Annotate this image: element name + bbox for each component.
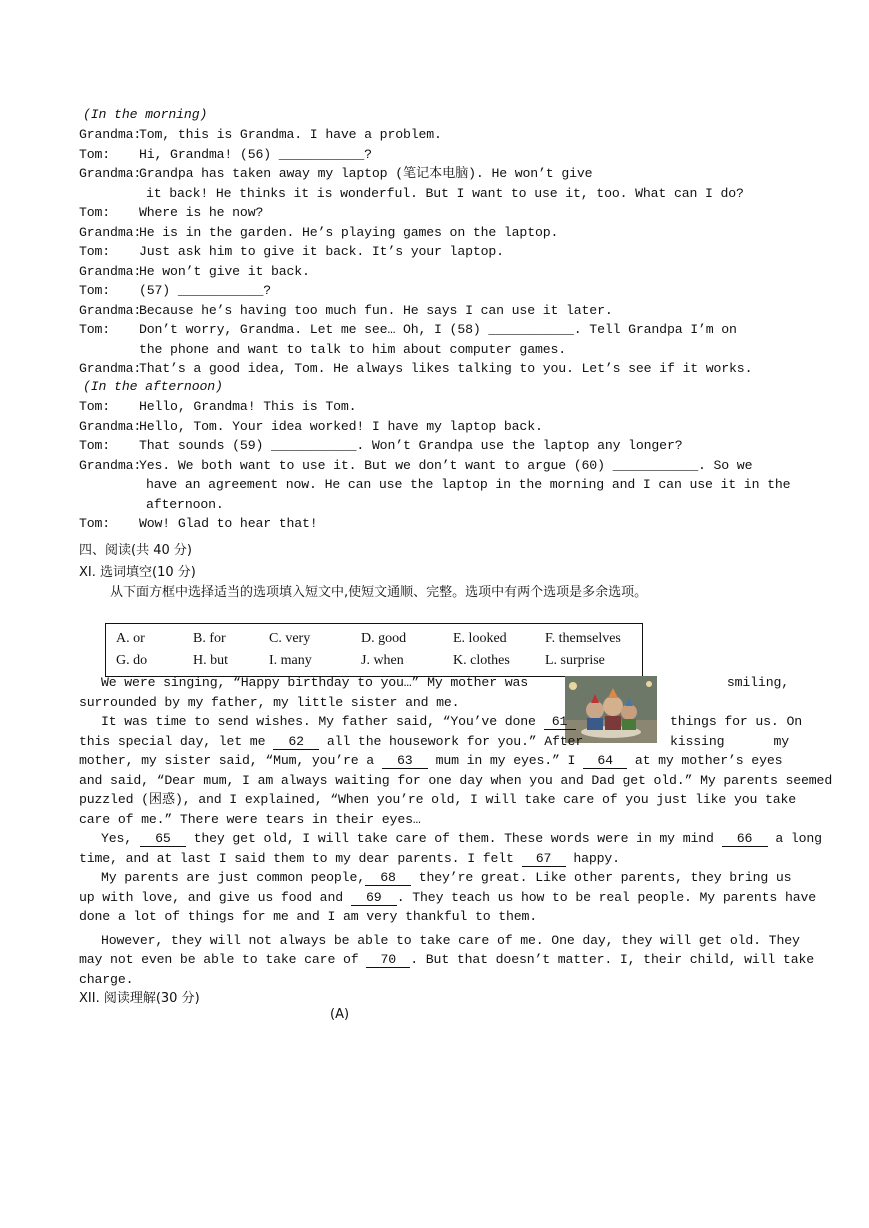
passage-line: charge. — [79, 972, 134, 987]
speaker-label: Tom: — [79, 322, 111, 337]
blank-69[interactable]: 69 — [351, 891, 397, 906]
word-option: B. for — [193, 631, 226, 646]
dialogue-line — [79, 399, 356, 415]
word-option: L. surprise — [545, 653, 605, 668]
dialogue-line — [79, 283, 271, 299]
dialogue-line: have an agreement now. He can use the laptop in the morning and I can use it in the — [146, 477, 791, 492]
passage-line: up with love, and give us food and 69 . They teach us how to be real people. My parents have — [79, 890, 816, 905]
part11-title: XI. 选词填空(10 分) — [79, 565, 196, 580]
passage-line: may not even be able to take care of 70 . But that doesn’t matter. I, their child, will take — [79, 952, 814, 967]
speaker-label: Grandma: — [79, 224, 142, 240]
speaker-label: Grandma: — [79, 457, 142, 473]
blank-66[interactable]: 66 — [722, 832, 768, 847]
dialogue-text: Hi, Grandma! (56) ___________? — [139, 146, 372, 162]
dialogue-line — [79, 438, 682, 454]
dialogue-line — [79, 205, 263, 221]
dialogue-line — [79, 458, 752, 474]
passage-line: Yes, 65 they get old, I will take care of them. These words were in my mind 66 a long — [101, 831, 822, 846]
word-option: D. good — [361, 631, 407, 646]
dialogue-text: Because he’s having too much fun. He says I can use it later. — [139, 302, 613, 318]
speaker-label: Grandma: — [79, 302, 142, 318]
speaker-label: Tom: — [79, 438, 111, 453]
blank-67[interactable]: 67 — [522, 852, 566, 867]
blank-61[interactable]: 61 — [544, 715, 576, 730]
speaker-label: Tom: — [79, 205, 111, 220]
dialogue-text: Just ask him to give it back. It’s your laptop. — [139, 244, 504, 259]
word-option: F. themselves — [545, 631, 621, 646]
passage-line: However, they will not always be able to take care of me. One day, they will get old. They — [101, 933, 800, 948]
instruction-text: 从下面方框中选择适当的选项填入短文中,使短文通顺、完整。选项中有两个选项是多余选项。 — [110, 585, 648, 600]
word-option: G. do — [116, 653, 148, 668]
passage-line: It was time to send wishes. My father said, “You’ve done 61 — [101, 714, 576, 730]
passage-line: care of me.” There were tears in their eyes… — [79, 812, 421, 827]
passage-line: My parents are just common people, 68 they’re great. Like other parents, they bring us — [101, 870, 792, 885]
afternoon-label: (In the afternoon) — [83, 379, 223, 394]
passage-line: and said, “Dear mum, I am always waiting for one day when you and Dad get old.” My parents seemed — [79, 773, 833, 788]
dialogue-line — [79, 322, 737, 338]
passage-line: surrounded by my father, my little sister and me. — [79, 695, 460, 710]
blank-70[interactable]: 70 — [366, 953, 410, 968]
speaker-label: Grandma: — [79, 166, 142, 181]
section-title: 四、阅读(共 40 分) — [79, 543, 192, 558]
speaker-label: Grandma: — [79, 418, 142, 434]
word-option: C. very — [269, 631, 311, 646]
dialogue-text: He won’t give it back. — [139, 263, 310, 279]
dialogue-line — [79, 361, 752, 377]
passage-line: mother, my sister said, “Mum, you’re a 63 mum in my eyes.” I 64 at my mother’s eyes — [79, 753, 783, 768]
dialogue-line — [79, 419, 543, 435]
dialogue-text: That sounds (59) ___________. Won’t Grandpa use the laptop any longer? — [139, 438, 683, 453]
blank-63[interactable]: 63 — [382, 754, 428, 769]
dialogue-text: Yes. We both want to use it. But we don’t want to argue (60) ___________. So we — [139, 457, 753, 473]
dialogue-line: it back! He thinks it is wonderful. But I want to use it, too. What can I do? — [146, 185, 744, 201]
dialogue-line — [79, 264, 310, 280]
dialogue-text: Don’t worry, Grandma. Let me see… Oh, I (58) ___________. Tell Grandpa I’m on — [139, 322, 737, 337]
passage-line: puzzled (困惑), and I explained, “When you’re old, I will take care of you just like you take — [79, 792, 797, 807]
dialogue-line — [79, 303, 613, 319]
dialogue-text: Where is he now? — [139, 205, 264, 220]
word-option: J. when — [361, 653, 404, 668]
speaker-label: Tom: — [79, 399, 111, 414]
dialogue-line — [79, 127, 442, 143]
dialogue-line: the phone and want to talk to him about computer games. — [139, 341, 567, 357]
word-option: I. many — [269, 653, 312, 668]
speaker-label: Grandma: — [79, 361, 142, 376]
dialogue-text: Hello, Grandma! This is Tom. — [139, 399, 357, 414]
dialogue-text: He is in the garden. He’s playing games on the laptop. — [139, 224, 559, 240]
dialogue-text: Grandpa has taken away my laptop (笔记本电脑). He won’t give — [139, 166, 593, 181]
speaker-label: Tom: — [79, 516, 111, 531]
passage-line: time, and at last I said them to my dear parents. I felt 67 happy. — [79, 851, 620, 866]
word-option: E. looked — [453, 631, 507, 646]
dialogue-line: afternoon. — [146, 496, 224, 512]
speaker-label: Grandma: — [79, 127, 142, 142]
part12-title: XII. 阅读理解(30 分) — [79, 991, 200, 1006]
speaker-label: Grandma: — [79, 263, 142, 279]
passage-line: this special day, let me 62 all the housework for you.” After — [79, 734, 584, 749]
word-option: K. clothes — [453, 653, 510, 668]
speaker-label: Tom: — [79, 244, 111, 259]
dialogue-text: (57) ___________? — [139, 283, 271, 298]
dialogue-line — [79, 225, 558, 241]
dialogue-line — [79, 166, 592, 182]
blank-68[interactable]: 68 — [365, 871, 411, 886]
dialogue-text: That’s a good idea, Tom. He always likes talking to you. Let’s see if it works. — [139, 361, 753, 376]
dialogue-line — [79, 516, 318, 532]
dialogue-text: Wow! Glad to hear that! — [139, 516, 318, 531]
passage-line: kissing my — [670, 734, 789, 749]
morning-label: (In the morning) — [83, 107, 208, 122]
dialogue-line — [79, 244, 504, 260]
passage-line: things for us. On — [670, 714, 802, 729]
dialogue-line — [79, 147, 372, 163]
speaker-label: Tom: — [79, 283, 111, 298]
passage-line: done a lot of things for me and I am very thankful to them. — [79, 909, 538, 924]
passage-line: We were singing, “Happy birthday to you…” My mother was smiling, — [101, 675, 789, 690]
blank-64[interactable]: 64 — [583, 754, 627, 769]
word-option: A. or — [116, 631, 145, 646]
blank-62[interactable]: 62 — [273, 735, 319, 750]
speaker-label: Tom: — [79, 146, 111, 162]
part12-subtitle: (A) — [330, 1007, 350, 1022]
word-option: H. but — [193, 653, 228, 668]
blank-65[interactable]: 65 — [140, 832, 186, 847]
dialogue-text: Hello, Tom. Your idea worked! I have my laptop back. — [139, 418, 543, 434]
dialogue-text: Tom, this is Grandma. I have a problem. — [139, 127, 442, 142]
